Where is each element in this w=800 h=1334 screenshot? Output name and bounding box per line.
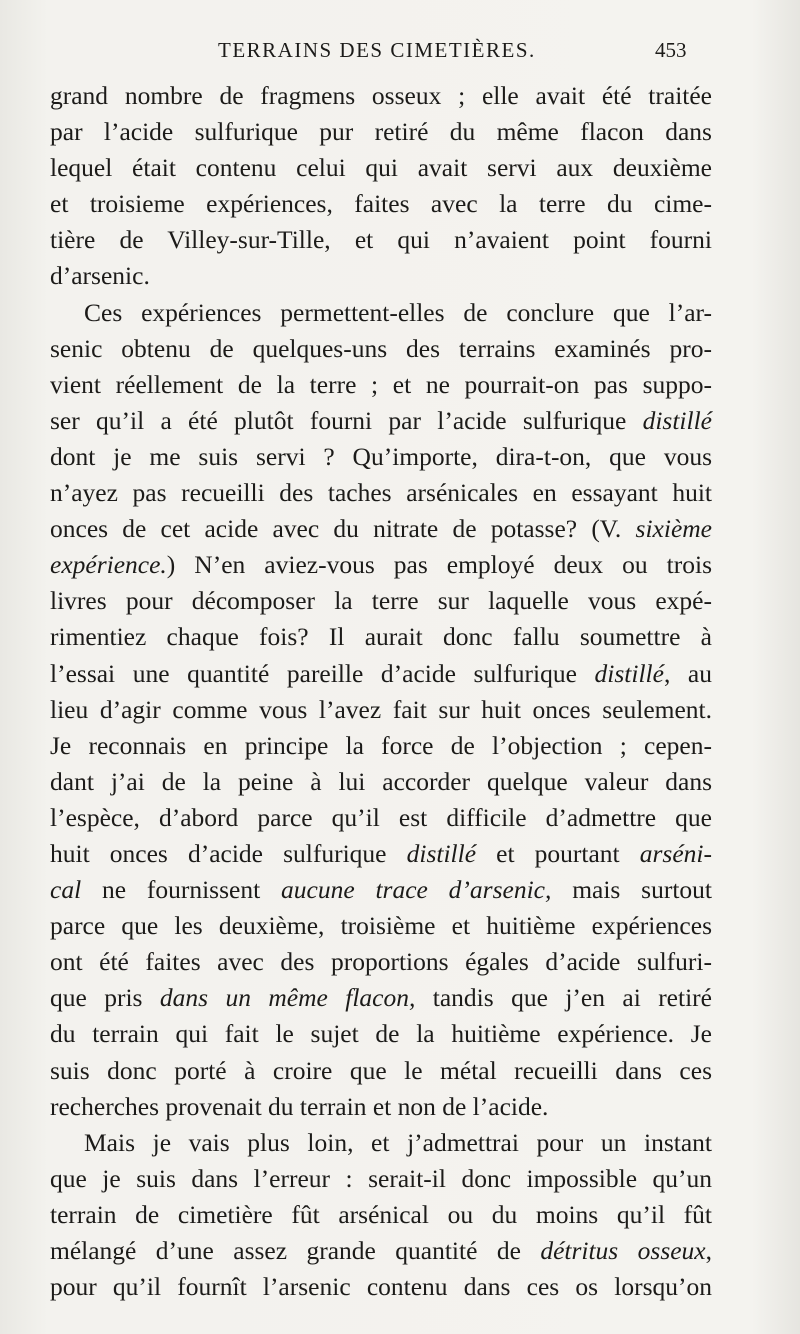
text-line: ser qu’il a été plutôt fourni par l’acide sulfurique distillé: [50, 405, 712, 435]
text-line: livres pour décomposer la terre sur laquelle vous expé-: [50, 586, 712, 616]
text-line: senic obtenu de quelques-uns des terrains examinés pro-: [50, 333, 712, 363]
text-line: rimentiez chaque fois? Il aurait donc fallu soumettre à: [50, 622, 712, 652]
body-text: [50, 78, 712, 1305]
text-line: lieu d’agir comme vous l’avez fait sur huit onces seulement.: [50, 694, 712, 724]
text-line: parce que les deuxième, troisième et huitième expériences: [50, 911, 712, 941]
paragraph: [50, 78, 712, 295]
text-line: Ces expériences permettent-elles de conclure que l’ar-: [84, 297, 712, 327]
text-line: dant j’ai de la peine à lui accorder quelque valeur dans: [50, 766, 712, 796]
text-line: d’arsenic.: [50, 261, 150, 291]
text-line: par l’acide sulfurique pur retiré du même flacon dans: [50, 117, 712, 147]
text-line: terrain de cimetière fût arsénical ou du moins qu’il fût: [50, 1199, 712, 1229]
text-line: huit onces d’acide sulfurique distillé et pourtant arséni-: [50, 838, 712, 868]
text-line: que je suis dans l’erreur : serait-il donc impossible qu’un: [50, 1163, 712, 1193]
text-line: cal ne fournissent aucune trace d’arsenic, mais surtout: [50, 875, 713, 905]
paragraph: [50, 295, 712, 1125]
text-line: grand nombre de fragmens osseux ; elle avait été traitée: [50, 81, 712, 110]
text-line: mélangé d’une assez grande quantité de détritus osseux,: [50, 1236, 713, 1265]
text-line: et troisieme expériences, faites avec la terre du cime-: [50, 189, 712, 219]
text-line: Je reconnais en principe la force de l’objection ; cepen-: [50, 730, 712, 760]
text-line: ont été faites avec des proportions égales d’acide sulfuri-: [50, 947, 712, 977]
text-line: l’essai une quantité pareille d’acide sulfurique distillé, au: [50, 658, 712, 688]
text-line: n’ayez pas recueilli des taches arsénicales en essayant huit: [50, 478, 712, 508]
running-title: TERRAINS DES CIMETIÈRES.: [218, 38, 536, 62]
text-line: lequel était contenu celui qui avait servi aux deuxième: [50, 153, 712, 183]
text-line: que pris dans un même flacon, tandis que j’en ai retiré: [50, 983, 712, 1013]
paragraph: [50, 1125, 712, 1305]
text-line: Mais je vais plus loin, et j’admettrai pour un instant: [84, 1127, 712, 1157]
text-line: du terrain qui fait le sujet de la huitième expérience. Je: [50, 1019, 712, 1049]
text-line: expérience.) N’en aviez-vous pas employé deux ou trois: [50, 550, 712, 580]
text-line: onces de cet acide avec du nitrate de potasse? (V. sixième: [50, 514, 712, 544]
text-line: dont je me suis servi ? Qu’importe, dira-t-on, que vous: [50, 441, 712, 471]
page-header: [0, 38, 800, 68]
page-number: 453: [655, 38, 687, 62]
text-line: vient réellement de la terre ; et ne pourrait-on pas suppo-: [50, 369, 712, 399]
text-line: suis donc porté à croire que le métal recueilli dans ces: [50, 1055, 712, 1085]
text-line: l’espèce, d’abord parce qu’il est difficile d’admettre que: [50, 802, 712, 832]
text-line: tière de Villey-sur-Tille, et qui n’avaient point fourni: [50, 225, 712, 255]
text-line: pour qu’il fournît l’arsenic contenu dans ces os lorsqu’on: [50, 1272, 712, 1302]
text-line: recherches provenait du terrain et non de l’acide.: [50, 1091, 549, 1121]
